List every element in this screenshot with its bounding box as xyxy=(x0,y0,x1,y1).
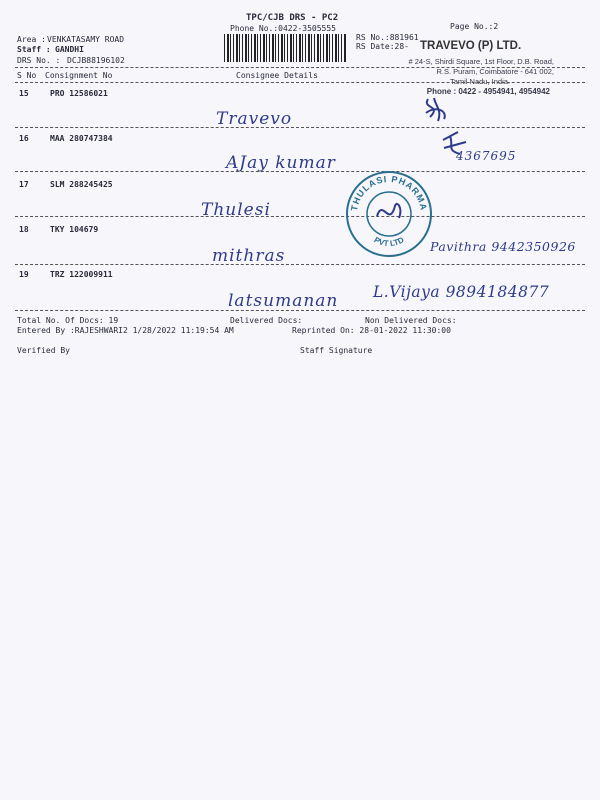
col-consignment: Consignment No xyxy=(45,71,113,80)
drs-label: DRS No. : xyxy=(17,56,61,65)
row-consignment: SLM 288245425 xyxy=(50,180,113,189)
row-consignee-handwriting: mithras xyxy=(212,246,286,266)
row-sno: 18 xyxy=(19,225,29,234)
staff-signature: Staff Signature xyxy=(300,346,373,355)
staff-value: GANDHI xyxy=(55,45,84,54)
row-consignment: TRZ 122009911 xyxy=(50,270,113,279)
row-sno: 17 xyxy=(19,180,29,189)
row-handwritten-note: L.Vijaya 9894184877 xyxy=(373,283,550,301)
company-stamp-line1: # 24-S, Shirdi Square, 1st Floor, D.B. Road, xyxy=(408,57,554,66)
company-stamp-line2: R.S. Puram, Coimbatore - 641 002, xyxy=(436,67,554,76)
row-consignee-handwriting: Travevo xyxy=(216,109,293,129)
company-seal-stamp xyxy=(343,168,435,260)
header-phone: Phone No.:0422-3505555 xyxy=(230,24,336,33)
col-sno: S No xyxy=(17,71,37,80)
company-stamp-phone: Phone : 0422 - 4954941, 4954942 xyxy=(426,87,550,96)
doc-title: TPC/CJB DRS - PC2 xyxy=(246,13,339,23)
svg-text:PVT LTD: PVT LTD xyxy=(372,235,406,249)
row-consignee-handwriting: Thulesi xyxy=(201,200,271,220)
divider xyxy=(15,67,585,68)
divider xyxy=(15,264,585,265)
entered-by: Entered By :RAJESHWARI2 1/28/2022 11:19:54 AM xyxy=(17,326,234,335)
col-consignee: Consignee Details xyxy=(236,71,318,80)
verified-by: Verified By xyxy=(17,346,70,355)
area-value: VENKATASAMY ROAD xyxy=(47,35,125,44)
row-sno: 19 xyxy=(19,270,29,279)
row-consignment: PRO 12586021 xyxy=(50,89,108,98)
total-docs: Total No. Of Docs: 19 xyxy=(17,316,119,325)
rs-date: RS Date:28- xyxy=(356,42,409,51)
barcode xyxy=(224,34,346,62)
row-consignee-handwriting: AJay kumar xyxy=(226,153,336,173)
rs-number: RS No.:881961 xyxy=(356,33,419,42)
divider xyxy=(15,171,585,172)
row-consignee-handwriting: latsumanan xyxy=(228,291,339,311)
row-sno: 15 xyxy=(19,89,29,98)
row-sno: 16 xyxy=(19,134,29,143)
signature-scribble xyxy=(440,128,470,158)
divider xyxy=(15,310,585,311)
drs-value: DCJB88196102 xyxy=(67,56,125,65)
company-stamp-name: TRAVEVO (P) LTD. xyxy=(420,40,522,52)
page-number: Page No.:2 xyxy=(450,22,499,31)
divider xyxy=(15,216,585,217)
company-stamp-line3: Tamil Nadu, India. xyxy=(449,77,510,86)
row-consignment: MAA 280747384 xyxy=(50,134,113,143)
row-handwritten-note: Pavithra 9442350926 xyxy=(430,239,576,254)
row-consignment: TKY 104679 xyxy=(50,225,99,234)
signature-scribble xyxy=(420,95,460,125)
row-handwritten-note: 4367695 xyxy=(456,149,517,163)
divider xyxy=(15,82,585,83)
divider xyxy=(15,127,585,128)
area-label: Area : xyxy=(17,35,46,44)
reprinted-on: Reprinted On: 28-01-2022 11:30:00 xyxy=(292,326,451,335)
staff-label: Staff : xyxy=(17,45,51,54)
delivered-docs: Delivered Docs: xyxy=(230,316,303,325)
non-delivered-docs: Non Delivered Docs: xyxy=(365,316,457,325)
svg-text:THULASI PHARMA: THULASI PHARMA xyxy=(349,173,429,212)
